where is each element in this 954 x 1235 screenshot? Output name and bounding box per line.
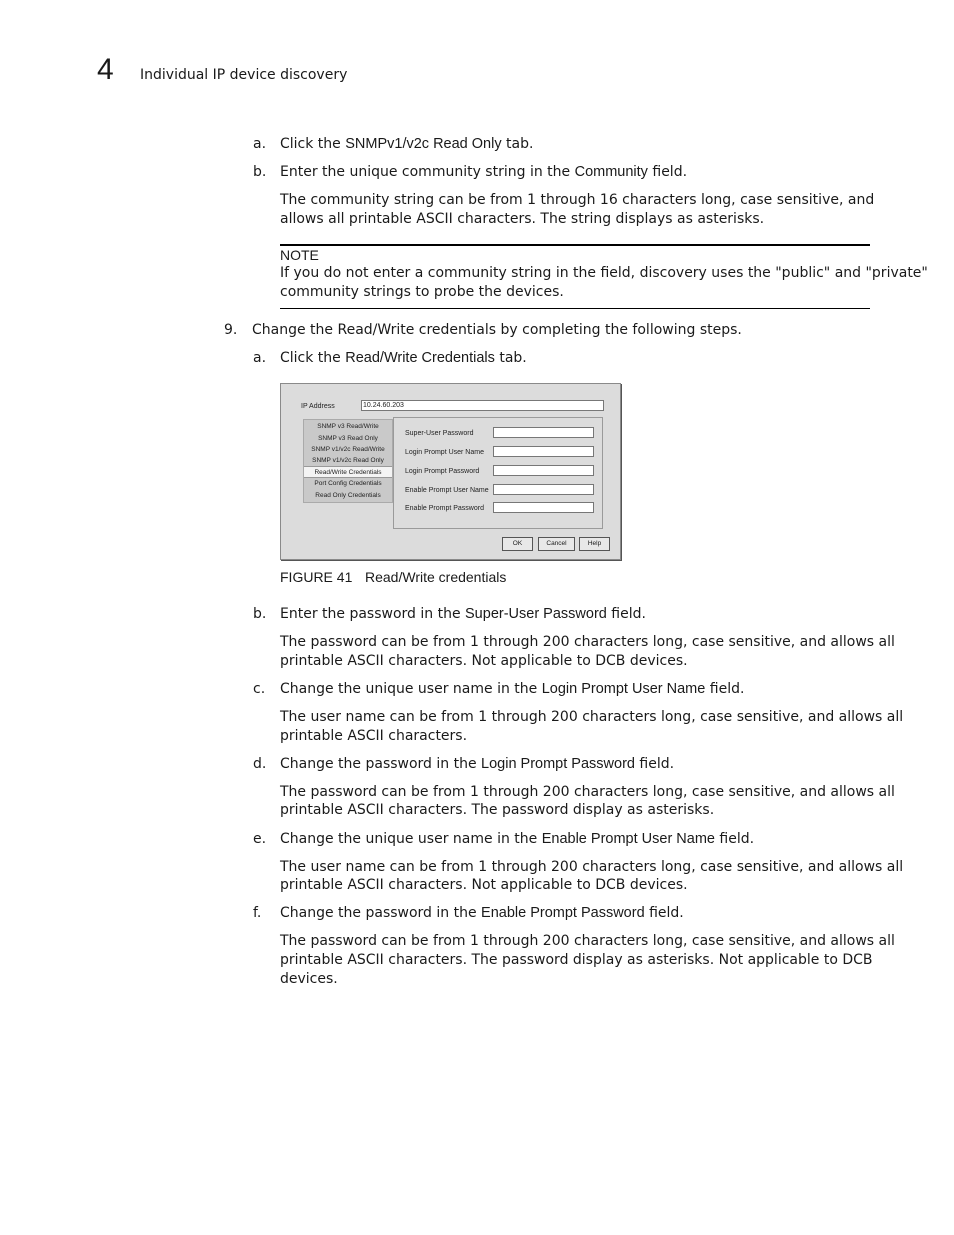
credentials-panel	[393, 417, 603, 529]
field-label: Login Prompt Password	[405, 468, 480, 475]
step-desc-line: The password can be from 1 through 200 characters long, case sensitive, and allows all	[280, 784, 895, 800]
step-label: e.	[253, 831, 267, 847]
ip-address-input[interactable]: 10.24.60.203	[361, 400, 604, 411]
tab-port-config-credentials[interactable]: Port Config Credentials	[314, 480, 382, 487]
ui-term: Community	[574, 164, 648, 180]
step-label: a.	[253, 350, 267, 366]
step-text: Change the Read/Write credentials by completing the following steps.	[252, 322, 742, 338]
field-label: Super-User Password	[405, 430, 474, 437]
tab-list	[303, 419, 393, 503]
field-label: Enable Prompt Password	[405, 505, 484, 512]
note-line: community strings to probe the devices.	[280, 284, 564, 300]
tab-read-write-credentials[interactable]: Read/Write Credentials	[304, 466, 392, 478]
note-bottom-rule	[280, 308, 870, 309]
tab-snmp-v3-read-write[interactable]: SNMP v3 Read/Write	[317, 423, 379, 430]
step-desc-line: devices.	[280, 971, 338, 987]
enable-prompt-user-name-input[interactable]	[493, 484, 594, 495]
step-desc-line: The user name can be from 1 through 200 characters long, case sensitive, and allows all	[280, 709, 904, 725]
step-label: b.	[253, 164, 267, 180]
step-desc-line: printable ASCII characters.	[280, 728, 468, 744]
community-desc-line: allows all printable ASCII characters. The string displays as asterisks.	[280, 211, 765, 227]
field-label: Enable Prompt User Name	[405, 487, 489, 494]
chapter-number: 4	[97, 53, 114, 86]
figure-title: Read/Write credentials	[365, 569, 507, 585]
step-text: Click the Read/Write Credentials tab.	[280, 350, 527, 366]
tab-snmp-v1v2c-read-write[interactable]: SNMP v1/v2c Read/Write	[311, 446, 385, 453]
login-prompt-user-name-input[interactable]	[493, 446, 594, 457]
ui-term: Super-User Password	[465, 606, 607, 622]
ip-address-label: IP Address	[301, 403, 335, 410]
step-label: f.	[253, 905, 262, 921]
step-desc-line: printable ASCII characters. Not applicable to DCB devices.	[280, 653, 688, 669]
step-text: Change the password in the Enable Prompt Password field.	[280, 905, 684, 921]
ui-term: Read/Write Credentials	[345, 350, 495, 366]
note-line: If you do not enter a community string in the field, discovery uses the "public" and "private"	[280, 265, 928, 281]
step-label: 9.	[224, 322, 238, 338]
note-heading: NOTE	[280, 247, 319, 263]
field-label: Login Prompt User Name	[405, 449, 484, 456]
login-prompt-password-input[interactable]	[493, 465, 594, 476]
figure-number: FIGURE 41	[280, 569, 353, 585]
step-desc-line: The password can be from 1 through 200 characters long, case sensitive, and allows all	[280, 634, 895, 650]
step-desc-line: printable ASCII characters. Not applicable to DCB devices.	[280, 877, 688, 893]
chapter-title: Individual IP device discovery	[140, 67, 348, 83]
step-desc-line: The user name can be from 1 through 200 characters long, case sensitive, and allows all	[280, 859, 904, 875]
tab-snmp-v3-read-only[interactable]: SNMP v3 Read Only	[318, 435, 378, 442]
tab-read-only-credentials[interactable]: Read Only Credentials	[315, 492, 381, 499]
ui-term: Login Prompt Password	[481, 756, 635, 772]
step-text: Enter the unique community string in the Community field.	[280, 164, 688, 180]
ui-term: Enable Prompt Password	[481, 905, 645, 921]
ui-term: Login Prompt User Name	[541, 681, 706, 697]
step-text: Enter the password in the Super-User Password field.	[280, 606, 646, 622]
ui-term: SNMPv1/v2c Read Only	[345, 136, 502, 152]
step-label: a.	[253, 136, 267, 152]
step-text: Change the unique user name in the Login Prompt User Name field.	[280, 681, 745, 697]
step-text: Click the SNMPv1/v2c Read Only tab.	[280, 136, 534, 152]
ok-button[interactable]: OK	[502, 537, 533, 551]
step-text: Change the password in the Login Prompt Password field.	[280, 756, 675, 772]
credentials-dialog	[280, 383, 621, 560]
help-button[interactable]: Help	[579, 537, 610, 551]
step-text: Change the unique user name in the Enable Prompt User Name field.	[280, 831, 755, 847]
tab-snmp-v1v2c-read-only[interactable]: SNMP v1/v2c Read Only	[312, 457, 384, 464]
note-top-rule	[280, 244, 870, 246]
step-label: b.	[253, 606, 267, 622]
step-label: c.	[253, 681, 266, 697]
community-desc-line: The community string can be from 1 through 16 characters long, case sensitive, and	[280, 192, 875, 208]
ui-term: Enable Prompt User Name	[541, 831, 715, 847]
step-desc-line: The password can be from 1 through 200 characters long, case sensitive, and allows all	[280, 933, 895, 949]
step-desc-line: printable ASCII characters. The password display as asterisks. Not applicable to DCB	[280, 952, 873, 968]
step-label: d.	[253, 756, 267, 772]
step-desc-line: printable ASCII characters. The password display as asterisks.	[280, 802, 715, 818]
cancel-button[interactable]: Cancel	[538, 537, 575, 551]
enable-prompt-password-input[interactable]	[493, 502, 594, 513]
super-user-password-input[interactable]	[493, 427, 594, 438]
